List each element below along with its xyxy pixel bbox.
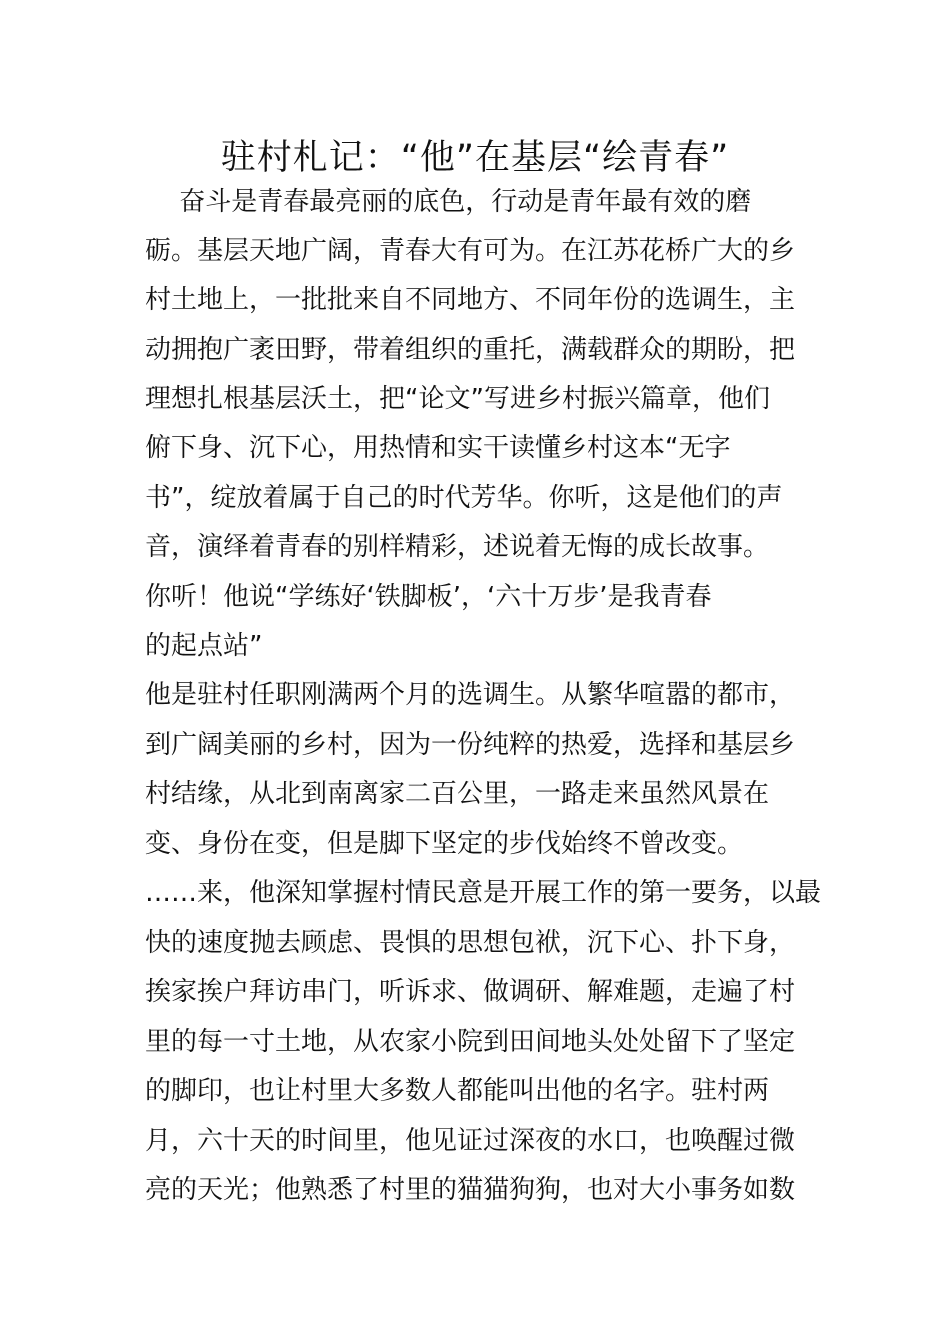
paragraph-line: 砺。基层天地广阔，青春大有可为。在江苏花桥广大的乡 (145, 236, 796, 266)
paragraph-line: 的起点站” (145, 631, 263, 661)
paragraph-line: 他是驻村任职刚满两个月的选调生。从繁华喧嚣的都市， (145, 680, 796, 710)
paragraph-line: 亮的天光；他熟悉了村里的猫猫狗狗，也对大小事务如数 (145, 1175, 796, 1205)
paragraph-line: 俯下身、沉下心，用热情和实干读懂乡村这本“无字 (145, 433, 731, 463)
paragraph-line: 月，六十天的时间里，他见证过深夜的水口，也唤醒过微 (145, 1126, 796, 1156)
document-title: 驻村札记：“他”在基层“绘青春” (220, 138, 730, 178)
paragraph-line: 到广阔美丽的乡村，因为一份纯粹的热爱，选择和基层乡 (145, 730, 796, 760)
paragraph-line: 里的每一寸土地，从农家小院到田间地头处处留下了坚定 (145, 1027, 796, 1057)
paragraph-line: 变、身份在变，但是脚下坚定的步伐始终不曾改变。 (145, 829, 744, 859)
paragraph-line: 的脚印，也让村里大多数人都能叫出他的名字。驻村两 (145, 1076, 770, 1106)
paragraph-line: 动拥抱广袤田野，带着组织的重托，满载群众的期盼，把 (145, 335, 796, 365)
paragraph-line: 你听！他说“学练好‘铁脚板’，‘六十万步’是我青春 (145, 582, 712, 612)
paragraph-line: 理想扎根基层沃土，把“论文”写进乡村振兴篇章，他们 (145, 384, 770, 414)
paragraph-line: ……来，他深知掌握村情民意是开展工作的第一要务，以最 (145, 878, 822, 908)
paragraph-line: 村土地上，一批批来自不同地方、不同年份的选调生，主 (145, 285, 796, 315)
paragraph-line: 挨家挨户拜访串门，听诉求、做调研、解难题，走遍了村 (145, 977, 796, 1007)
paragraph-line: 书”，绽放着属于自己的时代芳华。你听，这是他们的声 (145, 483, 783, 513)
paragraph-line: 村结缘，从北到南离家二百公里，一路走来虽然风景在 (145, 779, 770, 809)
paragraph-line: 快的速度抛去顾虑、畏惧的思想包袱，沉下心、扑下身， (145, 928, 796, 958)
paragraph-line: 音，演绎着青春的别样精彩，述说着无悔的成长故事。 (145, 532, 770, 562)
paragraph-line: 奋斗是青春最亮丽的底色，行动是青年最有效的磨 (145, 187, 752, 217)
